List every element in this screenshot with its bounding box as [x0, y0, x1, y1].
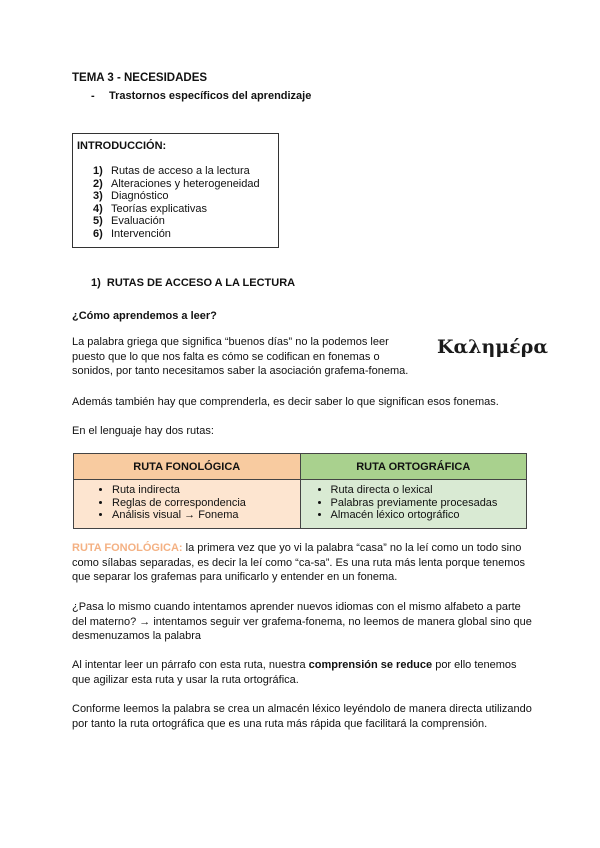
subtitle-bullet: - — [91, 90, 95, 102]
list-item — [93, 190, 260, 203]
item-label: Teorías explicativas — [111, 202, 207, 215]
list-item — [93, 165, 260, 178]
paragraph-text: la primera vez que yo vi la palabra “casa” no la leí como un todo sino como sílabas separadas, es decir la leí como “ca-sa”. Es una ruta más lenta porque tenemos que separar los grafemas para unificarlo y entender en un fonema. — [72, 542, 526, 583]
item-number: 6) — [93, 227, 103, 240]
item-label: Evaluación — [111, 215, 165, 228]
question-heading: ¿Cómo aprendemos a leer? — [72, 310, 217, 322]
paragraph-comprension — [72, 658, 532, 687]
item-label: Intervención — [111, 227, 171, 240]
item-number: 2) — [93, 177, 103, 190]
introduction-heading: INTRODUCCIÓN: — [77, 140, 167, 152]
cell-ruta-ortografica — [300, 480, 527, 529]
item-number: 3) — [93, 190, 103, 203]
item-number: 4) — [93, 202, 103, 215]
header-ruta-ortografica: RUTA ORTOGRÁFICA — [300, 454, 527, 480]
item-number: 1) — [93, 165, 103, 177]
list-item: • Ruta indirecta — [112, 484, 300, 497]
paragraph-conforme: Conforme leemos la palabra se crea un almacén léxico leyéndolo de manera directa utilizando por tanto la ruta ortográfica que es una ruta más rápida que facilitará la comprensión. — [72, 703, 532, 730]
list-item: • Palabras previamente procesadas — [331, 497, 527, 510]
item-number: 5) — [93, 215, 103, 228]
paragraph-comprender: Además también hay que comprenderla, es decir saber lo que significan esos fonemas. — [72, 396, 499, 408]
item-label: Alteraciones y heterogeneidad — [111, 177, 260, 190]
paragraph-dos-rutas: En el lenguaje hay dos rutas: — [72, 425, 214, 437]
list-item — [93, 215, 260, 228]
paragraph-text: Al intentar leer un párrafo con esta ruta, nuestra — [72, 659, 309, 671]
list-item: • Análisis visual → Fonema — [112, 509, 300, 522]
list-item: • Reglas de correspondencia — [112, 497, 300, 510]
list-item — [93, 178, 260, 191]
introduction-box — [72, 133, 279, 248]
bold-text: comprensión se reduce — [308, 659, 433, 671]
paragraph-text: por ello tenemos que agilizar esta ruta y usar la ruta ortográfica. — [72, 659, 517, 686]
item-label: Diagnóstico — [111, 190, 169, 203]
section-heading: 1) RUTAS DE ACCESO A LA LECTURA — [91, 277, 296, 289]
list-item — [93, 228, 260, 241]
introduction-list — [93, 165, 260, 241]
greek-word-image: Καλημέρα — [437, 336, 548, 358]
paragraph-greek: La palabra griega que significa “buenos días” no la podemos leer puesto que lo que nos falta es cómo se codifican en fonemas o sonidos, por tanto necesitamos saber la asociación grafema-fonema. — [72, 336, 409, 377]
list-item — [93, 203, 260, 216]
paragraph-ruta-fonologica — [72, 541, 532, 585]
paragraph-idiomas: ¿Pasa lo mismo cuando intentamos aprender nuevos idiomas con el mismo alfabeto a parte del materno? → intentamos seguir ver grafema-fonema, no leemos de manera global sino que desmenuzamos la palabra — [72, 601, 532, 642]
cell-ruta-fonologica — [74, 480, 301, 529]
subtitle: Trastornos específicos del aprendizaje — [109, 90, 312, 102]
document-title: TEMA 3 - NECESIDADES — [72, 72, 208, 84]
routes-table — [73, 453, 527, 529]
list-item: • Ruta directa o lexical — [331, 484, 527, 497]
item-label: Rutas de acceso a la lectura — [111, 165, 250, 177]
header-ruta-fonologica: RUTA FONOLÓGICA — [74, 454, 301, 480]
ruta-fonologica-label: RUTA FONOLÓGICA: — [72, 542, 183, 554]
list-item: • Almacén léxico ortográfico — [331, 509, 527, 522]
